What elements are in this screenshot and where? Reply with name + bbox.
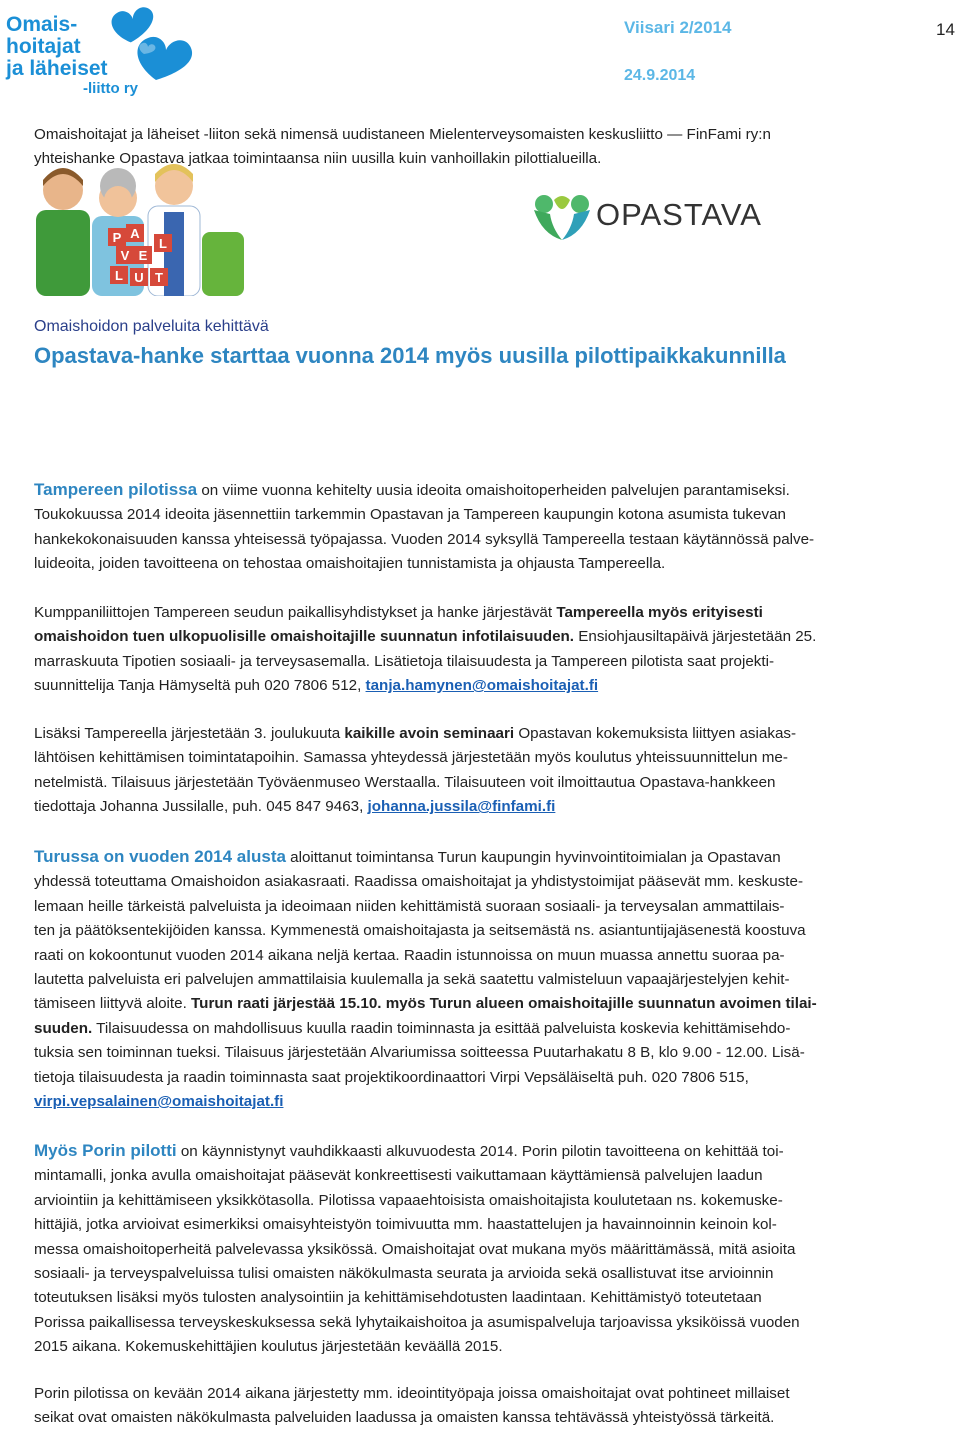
text-fragment: tiedottaja Johanna Jussilalle, puh. 045 847 9463, — [34, 798, 368, 816]
block-letter-l-2: L — [115, 268, 123, 283]
section-heading-tampere: Tampereen pilotissa — [34, 480, 198, 499]
pori-paragraph — [34, 1139, 958, 1360]
section-heading-turku: Turussa on vuoden 2014 alusta — [34, 847, 286, 866]
kumppanit-paragraph — [34, 601, 958, 699]
section-heading-pori: Myös Porin pilotti — [34, 1141, 177, 1160]
issue-title: Viisari 2/2014 — [624, 18, 732, 37]
text-fragment: Ensiohjausiltapäivä järjestetään 25. — [574, 628, 817, 646]
email-link-virpi[interactable]: virpi.vepsalainen@omaishoitajat.fi — [34, 1093, 284, 1111]
text-fragment: on viime vuonna kehitelty uusia ideoita omaishoitoperheiden palvelujen parantamiseksi. — [197, 482, 790, 499]
text-line: arviointiin ja kehittämiseen yksikkötasolla. Pilotissa vapaaehtoisista omaishoitajista koulutetaan ns. kokemuske- — [34, 1191, 783, 1209]
article-kicker: Omaishoidon palveluita kehittävä — [34, 318, 269, 335]
text-line: tuksia sen toiminnan tueksi. Tilaisuus järjestetään Alvariumissa soitteessa Puutarhakatu 8 B, klo 9.00 - 12.00. Lisä- — [34, 1044, 805, 1062]
logo-line-3: ja läheiset — [6, 57, 108, 80]
text-fragment: on käynnistynyt vauhdikkaasti alkuvuodesta 2014. Porin pilotin tavoitteena on kehittää toi- — [176, 1143, 784, 1160]
email-link-johanna[interactable]: johanna.jussila@finfami.fi — [367, 798, 556, 816]
hearts-logo-icon — [104, 4, 198, 82]
bold-fragment: kaikille avoin seminaari — [344, 725, 515, 742]
text-line: Toukokuussa 2014 ideoita jäsennettiin tarkemmin Opastavan ja Tampereen kaupungin kotona asumista tukevan — [34, 506, 786, 524]
email-link-tanja[interactable]: tanja.hamynen@omaishoitajat.fi — [365, 677, 599, 695]
text-line: 2015 aikana. Kokemuskehittäjien koulutus järjestetään keväällä 2015. — [34, 1338, 503, 1356]
text-line: lemaan heille tärkeistä palveluista ja ideoimaan niiden kehittämistä suoraan sosiaali- ja terveysalan ammattilais- — [34, 897, 785, 915]
people-illustration — [30, 162, 248, 296]
block-letter-e: E — [138, 248, 148, 263]
text-line: luideoita, joiden tavoitteena on tehostaa omaishoitajien tunnistamista ja ohjausta Tampereella. — [34, 555, 666, 573]
text-line: seikat ovat omaisten näkökulmasta palveluiden laadussa ja omaisten kanssa tehtävässä yhteistyössä tärkeitä. — [34, 1409, 775, 1427]
block-letter-p: P — [112, 230, 122, 245]
block-letter-a: A — [130, 226, 140, 241]
turku-paragraph — [34, 845, 958, 1114]
text-line: tietoja tilaisuudesta ja raadin toiminnasta saat projektikoordinaattori Virpi Vepsäläiseltä puh. 020 7806 515, — [34, 1068, 749, 1086]
text-fragment: suunnittelija Tanja Hämyseltä puh 020 7806 512, — [34, 677, 366, 695]
text-line: hankekokonaisuuden kanssa yhteisessä työpajassa. Vuoden 2014 syksyllä Tampereella testaan käytännössä palve- — [34, 530, 815, 548]
seminaari-paragraph — [34, 722, 958, 820]
text-line: Porin pilotissa on kevään 2014 aikana järjestetty mm. ideointityöpaja joissa omaishoitajat ovat pohtineet millaiset — [34, 1385, 790, 1402]
text-fragment: Tilaisuudessa on mahdollisuus kuulla raadin toiminnasta ja esittää palveluista koskevia kehittämisehdo- — [92, 1019, 791, 1037]
text-fragment: tämiseen liittyvä aloite. — [34, 995, 192, 1013]
text-line: marraskuuta Tipotien sosiaali- ja terveysasemalla. Lisätietoja tilaisuudesta ja Tampereen pilotista saat projekti- — [34, 652, 775, 670]
logo-line-4: -liitto ry — [83, 80, 138, 97]
opastava-logo-text: OPASTAVA — [596, 197, 762, 232]
block-letter-v: V — [120, 248, 130, 263]
pori-ideointi-paragraph — [34, 1382, 958, 1431]
logo-line-1: Omais- — [6, 13, 78, 36]
text-line: Omaishoitajat ja läheiset -liiton sekä nimensä uudistaneen Mielenterveysomaisten keskusliitto — FinFami ry:n — [34, 126, 771, 143]
block-letter-u: U — [134, 270, 144, 285]
text-line: toteutuksen lisäksi myös tulosten analysointiin ja kehittämisehdotusten laadintaan. Kehittämistyö toteutetaan — [34, 1289, 762, 1307]
article-headline: Opastava-hanke starttaa vuonna 2014 myös uusilla pilottipaikkakunnilla — [34, 343, 786, 368]
bold-fragment: Turun raati järjestää 15.10. myös Turun alueen omaishoitajille suunnatun avoimen tilai- — [191, 995, 817, 1013]
text-line: ten ja päätöksentekijöiden kanssa. Kymmenestä omaishoitajasta ja seitsemästä ns. asiantuntijajäsenestä koostuva — [34, 922, 806, 940]
intro-paragraph — [34, 123, 958, 172]
text-fragment: Lisäksi Tampereella järjestetään 3. joulukuuta — [34, 725, 345, 742]
text-line: lautetta palveluista eri palvelujen ammattilaisia kuulemalla ja sekä saatettu valmisteluun vapaajärjestelyjen kehit- — [34, 971, 790, 989]
text-line: sosiaali- ja terveyspalveluissa tulisi omaisten näkökulmasta seurata ja arvioida sekä osallistuvat itse arvioinnin — [34, 1265, 774, 1283]
text-line: hittäjiä, jotka arvioivat esimerkiksi omaisyhteistyön toimivuutta mm. haastattelujen ja havainnoinnin keinoin kol- — [34, 1216, 777, 1234]
text-line: messa omaishoitoperheitä palvelevassa yksikössä. Omaishoitajat ovat mukana myös määrittämässä, mitä asioita — [34, 1240, 796, 1258]
bold-fragment: Tampereella myös erityisesti — [556, 604, 763, 621]
block-letter-t: T — [155, 270, 163, 285]
bold-fragment: omaishoidon tuen ulkopuolisille omaishoitajille suunnatun infotilaisuuden. — [34, 628, 575, 646]
text-line: raati on kokoontunut vuoden 2014 aikana neljä kertaa. Raadin istunnoissa on muun muassa annettu suoraa pa- — [34, 946, 785, 964]
text-fragment: Opastavan kokemuksista liittyen asiakas- — [514, 725, 797, 742]
block-letter-l-1: L — [159, 236, 167, 251]
text-line: lähtöisen kehittämisen toimintatapoihin. Samassa yhteydessä järjestetään myös koulutus yhteissuunnittelun me- — [34, 749, 788, 767]
text-line: yhteishanke Opastava jatkaa toimintaansa niin uusilla kuin vanhoillakin pilottialueilla. — [34, 150, 602, 168]
organization-logo-text — [6, 13, 138, 98]
page-number: 14 — [936, 20, 955, 39]
tampere-paragraph — [34, 478, 958, 577]
text-fragment: Kumppaniliittojen Tampereen seudun paikallisyhdistykset ja hanke järjestävät — [34, 604, 557, 621]
text-line: mintamalli, jonka avulla omaishoitajat pääsevät konkreettisesti vaikuttamaan käyttämiensä palvelujen laadun — [34, 1167, 763, 1185]
logo-line-2: hoitajat — [6, 35, 81, 58]
issue-date: 24.9.2014 — [624, 67, 696, 84]
bold-fragment: suuden. — [34, 1019, 93, 1037]
text-line: Porissa paikallisessa terveyskeskuksessa sekä lyhytaikaishoitoa ja asumispalveluja tarjoavissa yksiköissä vuoden — [34, 1313, 800, 1331]
text-line: yhdessä toteuttama Omaishoidon asiakasraati. Raadissa omaishoitajat ja yhdistystoimijat pääsevät mm. keskuste- — [34, 873, 804, 891]
text-line: netelmistä. Tilaisuus järjestetään Työväenmuseo Werstaalla. Tilaisuuteen voit ilmoittautua Opastava-hankkeen — [34, 773, 776, 791]
text-fragment: aloittanut toimintansa Turun kaupungin hyvinvointitoimialan ja Opastavan — [285, 849, 781, 866]
